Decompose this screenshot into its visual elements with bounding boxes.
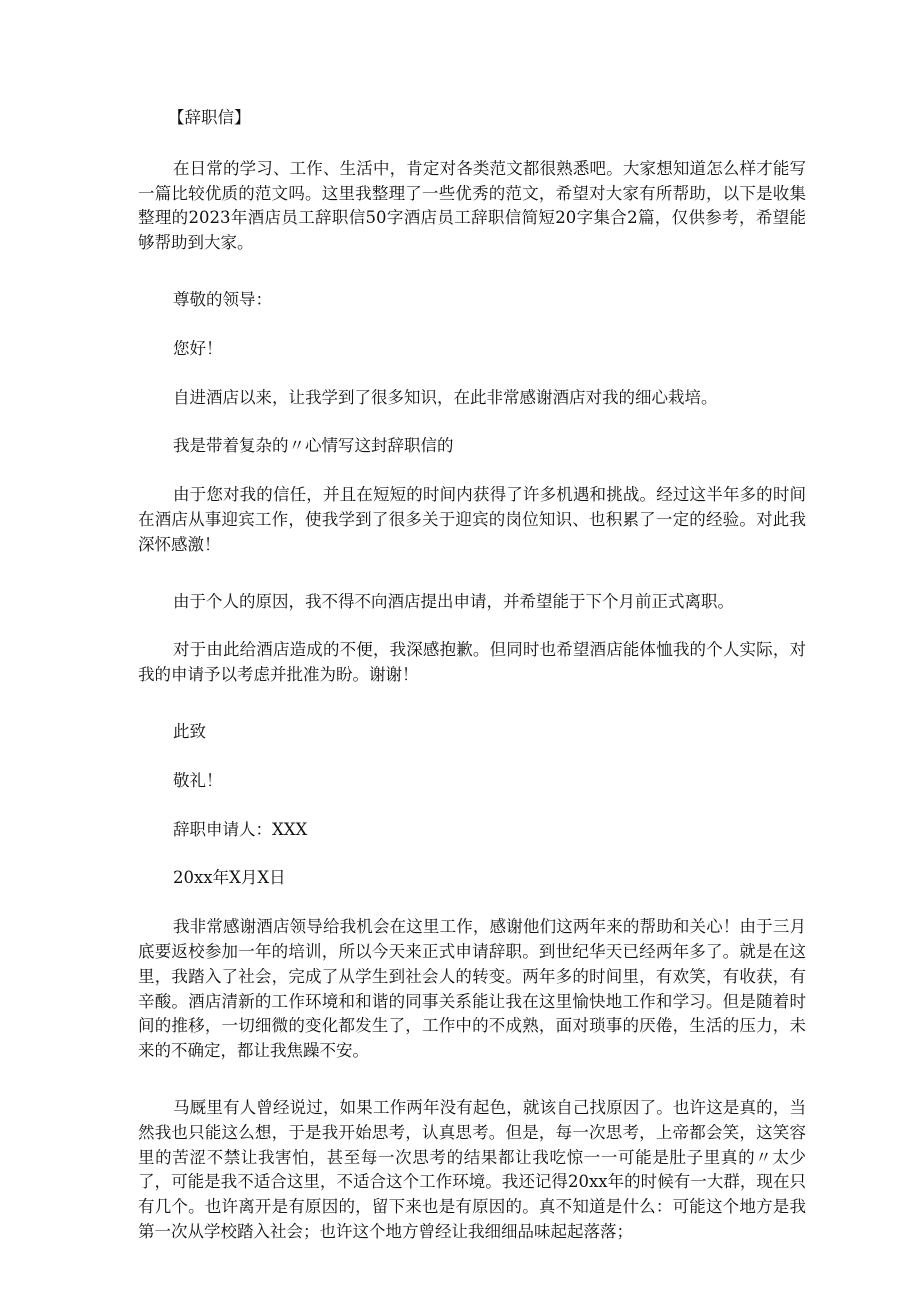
letter1-paragraph-5: 对于由此给酒店造成的不便，我深感抱歉。但同时也希望酒店能体恤我的个人实际，对我的申请予以考虑并批准为盼。谢谢！: [138, 640, 806, 685]
closing-line-1: 此致: [173, 721, 206, 741]
document-page: [138, 106, 806, 1245]
greeting: 您好！: [173, 338, 223, 358]
letter1-paragraph-4: 由于个人的原因，我不得不向酒店提出申请，并希望能于下个月前正式离职。: [173, 591, 734, 611]
intro-paragraph: 在日常的学习、工作、生活中，肯定对各类范文都很熟悉吧。大家想知道怎么样才能写一篇比较优质的范文吗。这里我整理了一些优秀的范文，希望对大家有所帮助，以下是收集整理的2023年酒店员工辞职信50字酒店员工辞职信简短20字集合2篇，仅供参考，希望能够帮助到大家。: [138, 158, 806, 253]
letter1-paragraph-2: 我是带着复杂的〃心情写这封辞职信的: [173, 436, 454, 456]
letter1-paragraph-1: 自进酒店以来，让我学到了很多知识，在此非常感谢酒店对我的细心栽培。: [173, 387, 718, 407]
closing-line-2: 敬礼！: [173, 770, 223, 790]
signer: 辞职申请人：XXX: [173, 819, 308, 839]
letter2-paragraph-1: 我非常感谢酒店领导给我机会在这里工作，感谢他们这两年来的帮助和关心！由于三月底要返校参加一年的培训，所以今天来正式申请辞职。到世纪华天已经两年多了。就是在这里，我踏入了社会，完成了从学生到社会人的转变。两年多的时间里，有欢笑，有收获，有辛酸。酒店清新的工作环境和和谐的同事关系能让我在这里愉快地工作和学习。但是随着时间的推移，一切细微的变化都发生了，工作中的不成熟，面对琐事的厌倦，生活的压力，未来的不确定，都让我焦躁不安。: [138, 917, 806, 1061]
document-title: 【辞职信】: [168, 108, 251, 127]
salutation: 尊敬的领导：: [173, 289, 272, 309]
letter2-paragraph-2: 马厩里有人曾经说过，如果工作两年没有起色，就该自己找原因了。也许这是真的，当然我也只能这么想，于是我开始思考，认真思考。但是，每一次思考，上帝都会笑，这笑容里的苦涩不禁让我害怕，甚至每一次思考的结果都让我吃惊一一可能是肚子里真的〃太少了，可能是我不适合这里，不适合这个工作环境。我还记得20xx年的时候有一大群，现在只有几个。也许离开是有原因的，留下来也是有原因的。真不知道是什么：可能这个地方是我第一次从学校踏入社会；也许这个地方曾经让我细细品味起起落落；: [138, 1097, 806, 1241]
letter1-paragraph-3: 由于您对我的信任，并且在短短的时间内获得了许多机遇和挑战。经过这半年多的时间在酒店从事迎宾工作，使我学到了很多关于迎宾的岗位知识、也积累了一定的经验。对此我深怀感激！: [138, 485, 806, 554]
letter-date: 20xx年X月X日: [173, 868, 286, 888]
